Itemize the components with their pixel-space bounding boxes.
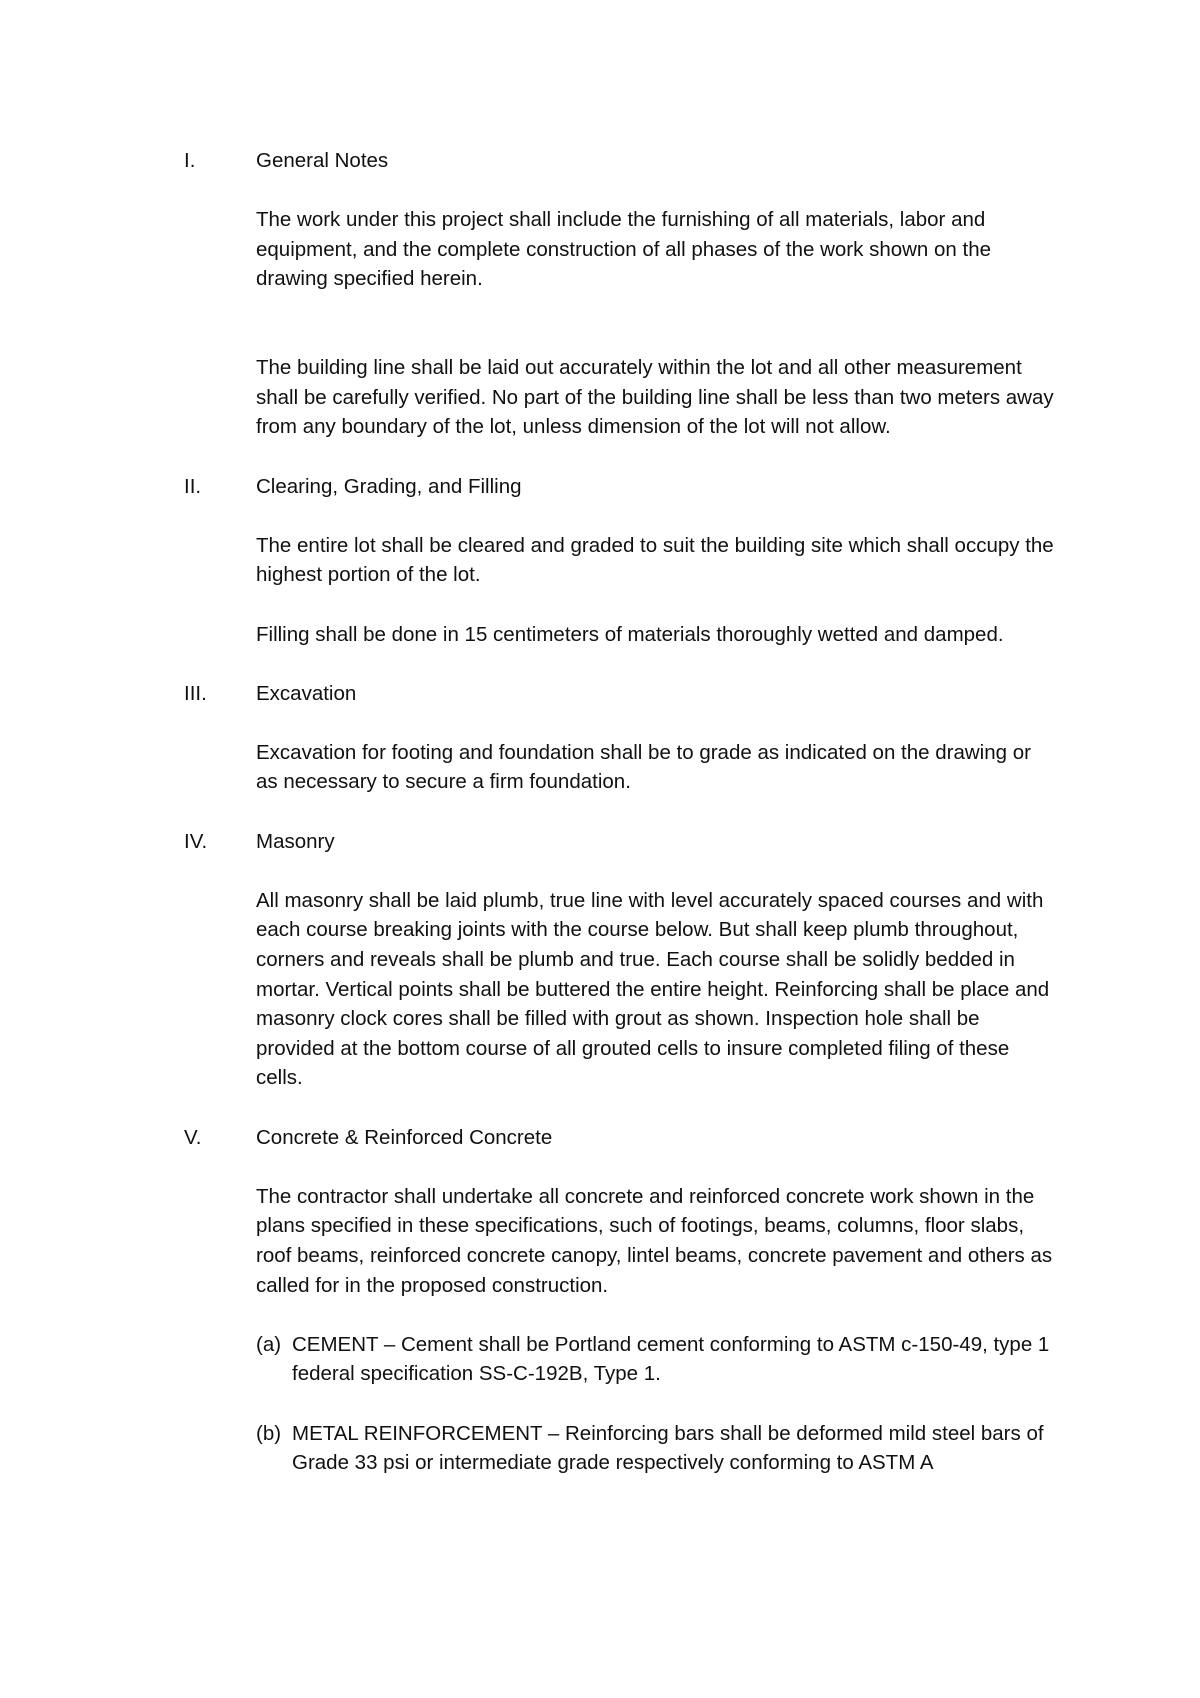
section-heading-excavation (184, 679, 1064, 709)
paragraph: The entire lot shall be cleared and graded to suit the building site which shall occupy the highest portion of the lot. (256, 533, 1054, 587)
list-item (256, 1330, 1064, 1389)
section-title: Excavation (256, 681, 357, 705)
list-item-text: CEMENT – Cement shall be Portland cement conforming to ASTM c-150-49, type 1 federal specification SS-C-192B, Type 1. (292, 1332, 1050, 1386)
section-heading-concrete (184, 1123, 1064, 1153)
paragraph: Filling shall be done in 15 centimeters of materials thoroughly wetted and damped. (256, 622, 1004, 646)
section-heading-general-notes (184, 146, 1064, 176)
paragraph: Excavation for footing and foundation shall be to grade as indicated on the drawing or as necessary to secure a firm foundation. (256, 740, 1031, 794)
section-heading-masonry (184, 827, 1064, 857)
section-heading-clearing-grading-filling (184, 472, 1064, 502)
paragraph: All masonry shall be laid plumb, true line with level accurately spaced courses and with each course breaking joints with the course below. But shall keep plumb throughout, corners and reveals shall be plumb and true. Each course shall be solidly bedded in mortar. Vertical points shall be buttered the entire height. Reinforcing shall be place and masonry clock cores shall be filled with grout as shown. Inspection hole shall be provided at the bottom course of all grouted cells to insure completed filing of these cells. (256, 888, 1050, 1090)
section-number: V. (184, 1125, 202, 1149)
paragraph: The building line shall be laid out accurately within the lot and all other measurement shall be carefully verified. No part of the building line shall be less than two meters away from any boundary of the lot, unless dimension of the lot will not allow. (256, 356, 1054, 439)
section-title: Concrete & Reinforced Concrete (256, 1125, 553, 1149)
section-title: Clearing, Grading, and Filling (256, 474, 522, 498)
list-marker: (b) (256, 1421, 282, 1445)
section-number: II. (184, 474, 202, 498)
list-item (256, 1419, 1064, 1478)
section-number: III. (184, 681, 207, 705)
list-item-text: METAL REINFORCEMENT – Reinforcing bars shall be deformed mild steel bars of Grade 33 psi or intermediate grade respectively conforming to ASTM A (292, 1421, 1044, 1475)
section-title: Masonry (256, 829, 335, 853)
section-title: General Notes (256, 149, 389, 172)
paragraph: The work under this project shall include the furnishing of all materials, labor and equipment, and the complete construction of all phases of the work shown on the drawing specified herein. (256, 208, 992, 291)
paragraph: The contractor shall undertake all concrete and reinforced concrete work shown in the plans specified in these specifications, such of footings, beams, columns, floor slabs, roof beams, reinforced concrete canopy, lintel beams, concrete pavement and others as called for in the proposed construction. (256, 1184, 1053, 1297)
section-number: I. (184, 149, 196, 172)
list-marker: (a) (256, 1332, 282, 1356)
section-number: IV. (184, 829, 208, 853)
document-body (184, 146, 1064, 1507)
